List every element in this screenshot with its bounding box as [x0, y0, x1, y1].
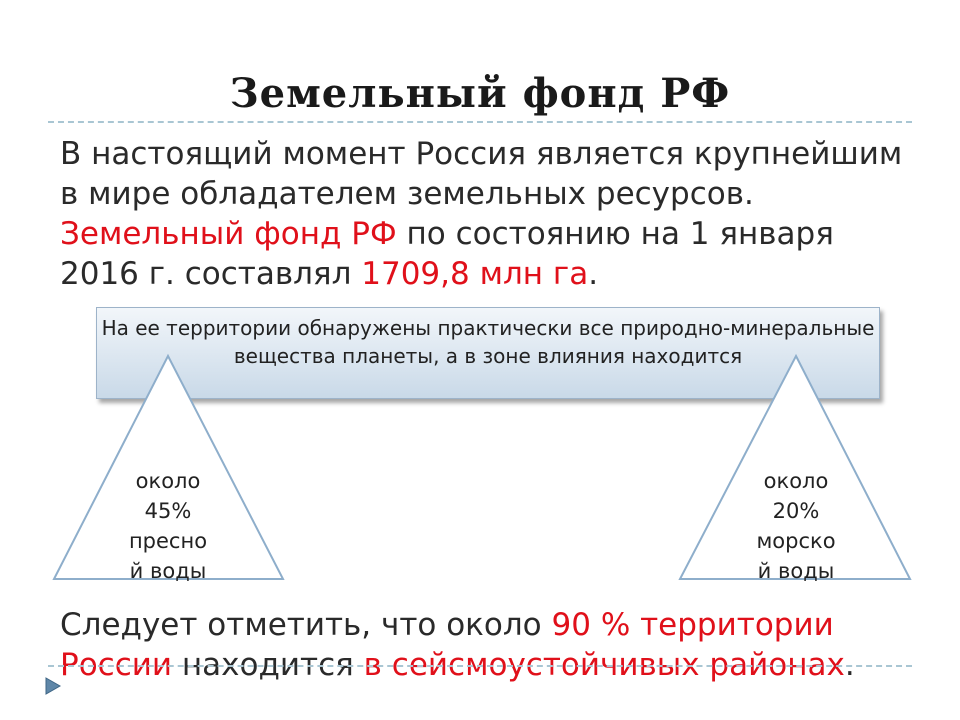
intro-highlight-land-fund: Земельный фонд РФ — [60, 216, 397, 252]
intro-text-3: . — [588, 256, 599, 292]
left-triangle-line-3: пресно — [128, 529, 208, 553]
intro-text-2: по состоянию на 1 января 2016 г. составлял — [60, 216, 834, 292]
intro-text-1: В настоящий момент Россия является крупнейшим в мире обладателем земельных ресурсов. — [60, 136, 903, 212]
right-triangle-line-2: 20% — [772, 499, 820, 523]
right-triangle-label — [740, 466, 852, 586]
right-triangle-line-4: й воды — [757, 559, 835, 583]
triangle-bullet-icon — [44, 676, 62, 696]
footer-text-2: находится — [172, 647, 364, 683]
slide-title: Земельный фонд РФ — [229, 70, 731, 117]
left-triangle-line-1: около — [135, 469, 201, 493]
left-triangle-line-4: й воды — [129, 559, 207, 583]
footer-paragraph — [60, 605, 920, 685]
left-triangle-line-2: 45% — [144, 499, 192, 523]
footer-text-1: Следует отметить, что около — [60, 607, 552, 643]
footer-text-3: . — [844, 647, 855, 683]
right-triangle-line-1: около — [763, 469, 829, 493]
footer-highlight-territory: 90 % территории России — [60, 607, 834, 683]
info-box-text: На ее территории обнаружены практически все природно-минеральные вещества планеты, а в зоне влияния находится — [101, 316, 875, 368]
right-triangle-line-3: морско — [756, 529, 836, 553]
intro-highlight-area: 1709,8 млн га — [361, 256, 589, 292]
footer-highlight-seismic: в сейсмоустойчивых районах — [363, 647, 845, 683]
footer-divider — [48, 665, 912, 667]
left-triangle-label — [112, 466, 224, 586]
